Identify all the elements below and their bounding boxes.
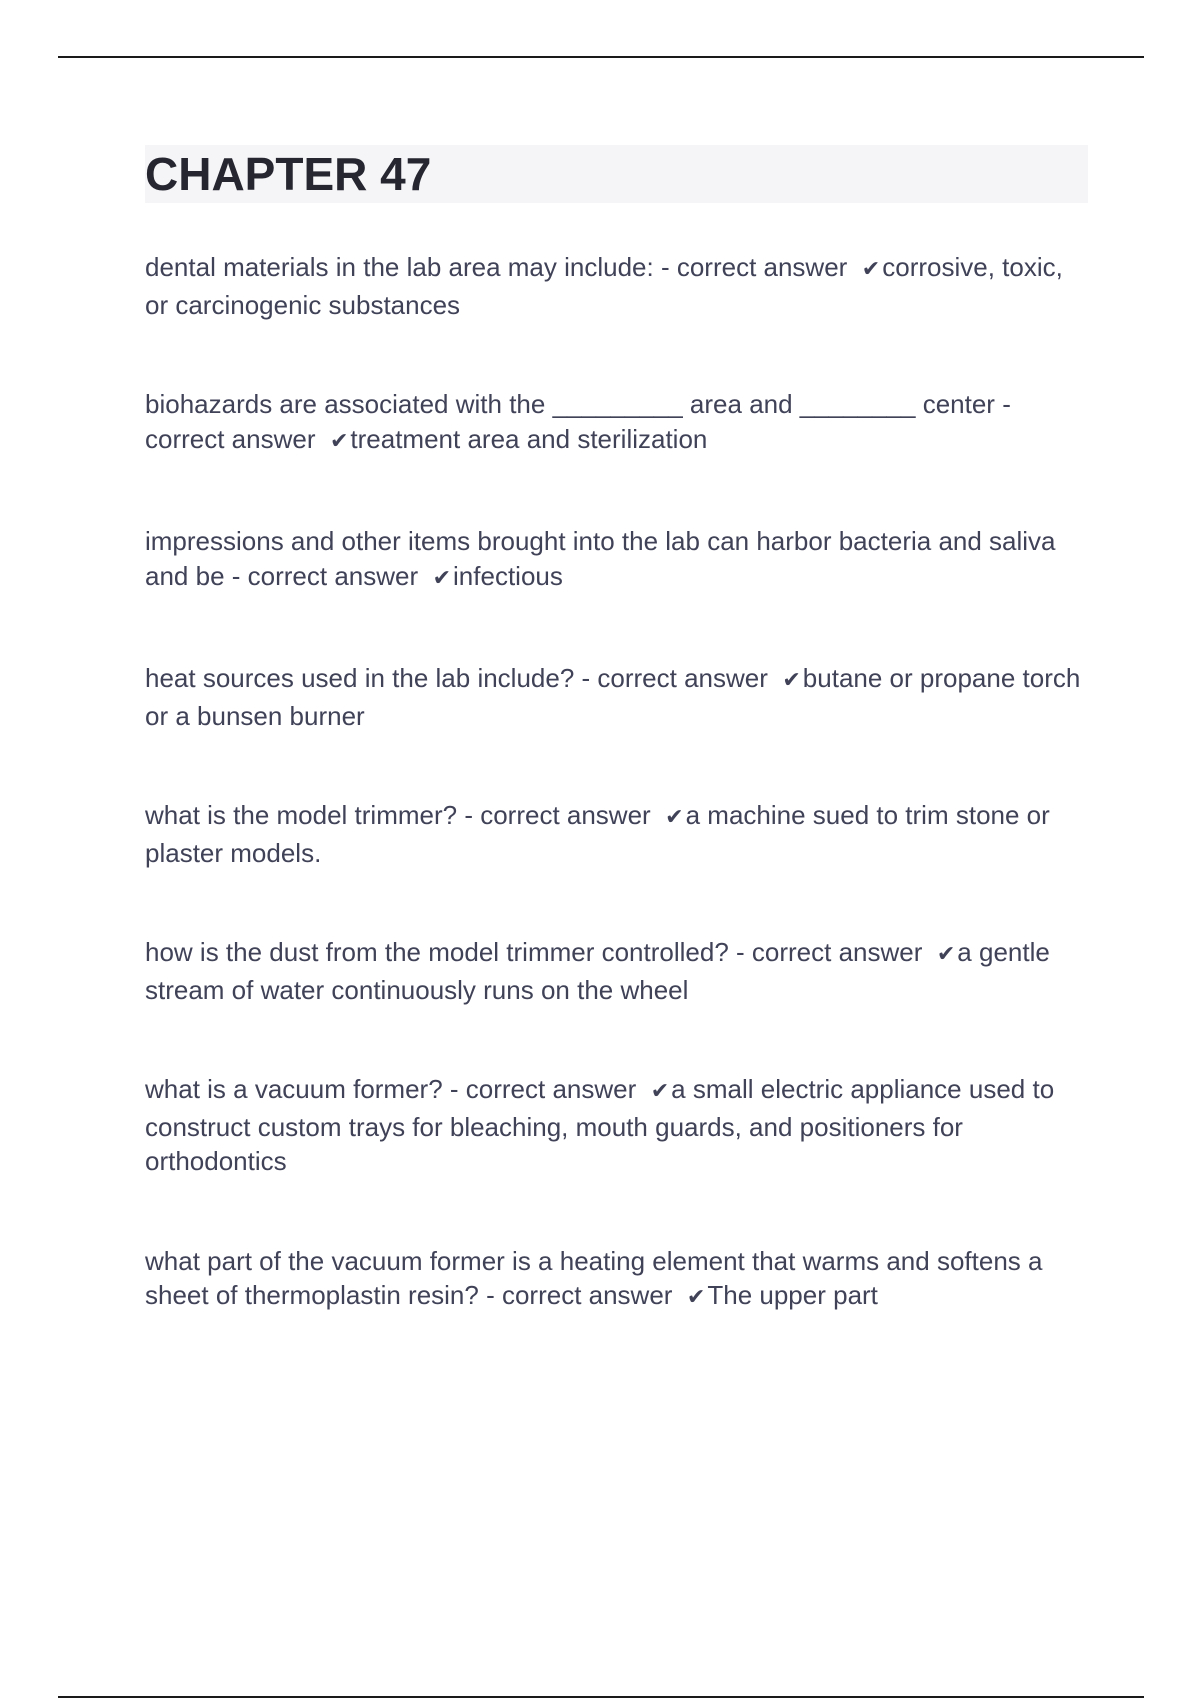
question-text: what is a vacuum former? - correct answer [145,1074,644,1104]
answer-text: corrosive, toxic, or carcinogenic substances [145,252,1063,320]
question-text: what is the model trimmer? - correct answer [145,800,658,830]
answer-text: treatment area and sterilization [350,423,708,454]
answer-text: butane or propane torch or a bunsen burner [145,663,1081,731]
bottom-rule [58,1696,1144,1698]
chapter-title: CHAPTER 47 [145,148,432,200]
qa-item [145,250,1090,322]
question-text: heat sources used in the lab include? - correct answer [145,663,776,693]
qa-item [145,387,1090,459]
answer-text: a small electric appliance used to construct custom trays for bleaching, mouth guards, and positioners for orthodontics [145,1074,1055,1176]
answer-text: The upper part [707,1280,878,1310]
check-icon: ✔ [665,805,684,830]
answer-text: infectious [453,560,563,591]
question-text: how is the dust from the model trimmer controlled? - correct answer [145,937,930,967]
qa-item [145,935,1090,1007]
answer-text: a gentle stream of water continuously runs on the wheel [145,937,1050,1005]
qa-item [145,524,1090,596]
check-icon: ✔ [432,565,452,591]
check-icon: ✔ [686,1285,706,1310]
check-icon: ✔ [861,257,881,282]
qa-list [145,250,1090,1381]
check-icon: ✔ [782,668,801,693]
question-text: dental materials in the lab area may include: - correct answer [145,252,855,282]
qa-item [145,1072,1090,1179]
question-text: impressions and other items brought into the lab can harbor bacteria and saliva and be - correct answer [145,526,1056,591]
qa-item [145,1244,1090,1316]
check-icon: ✔ [329,428,349,454]
top-rule [58,56,1144,58]
answer-text: a machine sued to trim stone or plaster models. [145,800,1050,868]
check-icon: ✔ [650,1079,670,1104]
qa-item [145,661,1090,733]
question-text: biohazards are associated with the _________ area and ________ center - correct answer [145,389,1011,454]
question-text: what part of the vacuum former is a heating element that warms and softens a sheet of thermoplastin resin? - correct answer [145,1245,1043,1310]
check-icon: ✔ [936,942,956,967]
qa-item [145,798,1090,870]
